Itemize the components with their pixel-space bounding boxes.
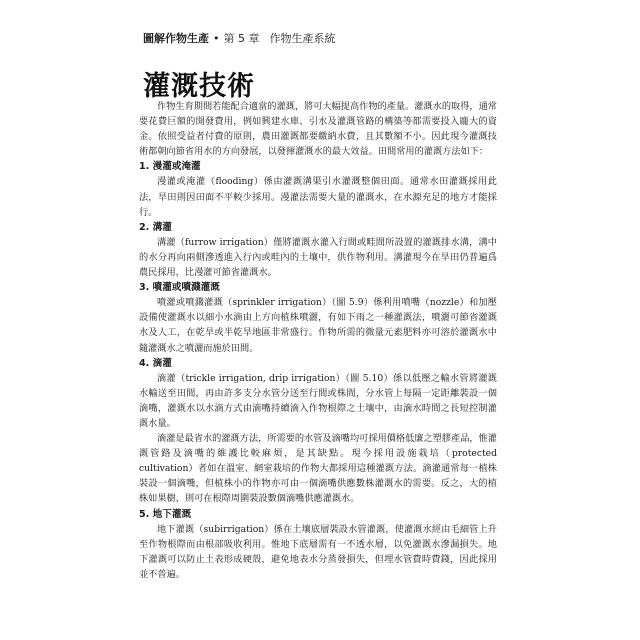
paragraph-drip-1: 滴灌（trickle irrigation, drip irrigation）（圖 5.10）係以低壓之輸水管將灌溉水輸送至田間，再由許多支分水管分送至行間或株間，分水管上每隔一定距離裝設一個滴嘴，灌溉水以水滴方式由滴嘴持續滴入作物根際之土壤中，由滴水時間之長短控制灌溉水量。 (139, 372, 497, 429)
header-separator: • (213, 32, 220, 45)
section-heading-sprinkler: 3. 噴灌或噴濺灌溉 (139, 282, 220, 294)
section-heading-drip: 4. 滴灌 (139, 357, 172, 369)
chapter-number: 第 5 章 (223, 32, 260, 45)
chapter-title: 作物生產系統 (269, 32, 336, 45)
paragraph-drip-2: 滴灌是最省水的灌溉方法，所需要的水管及滴嘴均可採用價格低廉之塑膠產品，惟灌溉管路及滴嘴的維護比較麻煩，是其缺點。現今採用設施栽培（protected cultivation）者如在溫室、網室栽培的作物大都採用這種灌溉方法。滴灌通常每一植株裝設一個滴嘴，但植株小的作物亦可由一個滴嘴供應數株灌溉水的需要。反之，大的植株如果樹，則可在根際周圍裝設數個滴嘴供應灌溉水。 (139, 433, 497, 505)
book-title: 圖解作物生產 (143, 32, 209, 45)
paragraph-furrow: 溝灌（furrow irrigation）僅將灌溉水灌入行間或畦間所設置的灌溉排水溝，溝中的水分再向兩側滲透進入行內或畦內的土壤中，供作物利用。溝灌現今在旱田仍普遍爲農民採用，比漫灌可節省灌溉水。 (139, 236, 497, 279)
running-header (143, 30, 336, 46)
section-heading-flooding: 1. 漫灌或淹灌 (139, 161, 201, 173)
page-title: 灌溉技術 (143, 71, 255, 102)
section-heading-furrow: 2. 溝灌 (139, 221, 172, 233)
body-text (139, 99, 497, 582)
intro-paragraph: 作物生育期間若能配合適當的灌溉，將可大幅提高作物的產量。灌溉水的取得，通常要花費巨額的開發費用，例如興建水庫、引水及灌溉管路的構築等都需要投入龐大的資金。依照受益者付費的原則，農田灌溉都要繳納水費，且其數額不小。因此現今灌溉技術都朝向節省用水的方向發展，以發揮灌溉水的最大效益。田間常用的灌溉方法如下： (139, 101, 497, 158)
paragraph-sprinkler: 噴灌或噴濺灌溉（sprinkler irrigation）（圖 5.9）係利用噴嘴（nozzle）和加壓設備使灌溉水以細小水滴由上方向植株噴灑，有如下雨之一種灌溉法，噴灑可節省灌溉水及人工，在乾旱或半乾旱地區非常盛行。作物所需的微量元素肥料亦可溶於灌溉水中隨灌溉水之噴灑而施於田間。 (139, 297, 497, 354)
paragraph-subirrigation: 地下灌溉（subirrigation）係在土壤底層裝設水管灌溉，使灌溉水經由毛細管上升至作物根際而由根部吸收利用。惟地下底層需有一不透水層，以免灌溉水滲漏損失。地下灌溉可以防止土表形成硬殼，避免地表水分蒸發損失，但埋水管費時費錢，因此採用並不普遍。 (139, 523, 497, 580)
section-heading-subirrigation: 5. 地下灌溉 (139, 508, 192, 520)
paragraph-flooding: 漫灌或淹灌（flooding）係由灌溉溝渠引水灌溉整個田面。通常水田灌溉採用此法，旱田則因田面不平較少採用。漫灌法需要大量的灌溉水，在水源充足的地方才能採行。 (139, 176, 497, 218)
